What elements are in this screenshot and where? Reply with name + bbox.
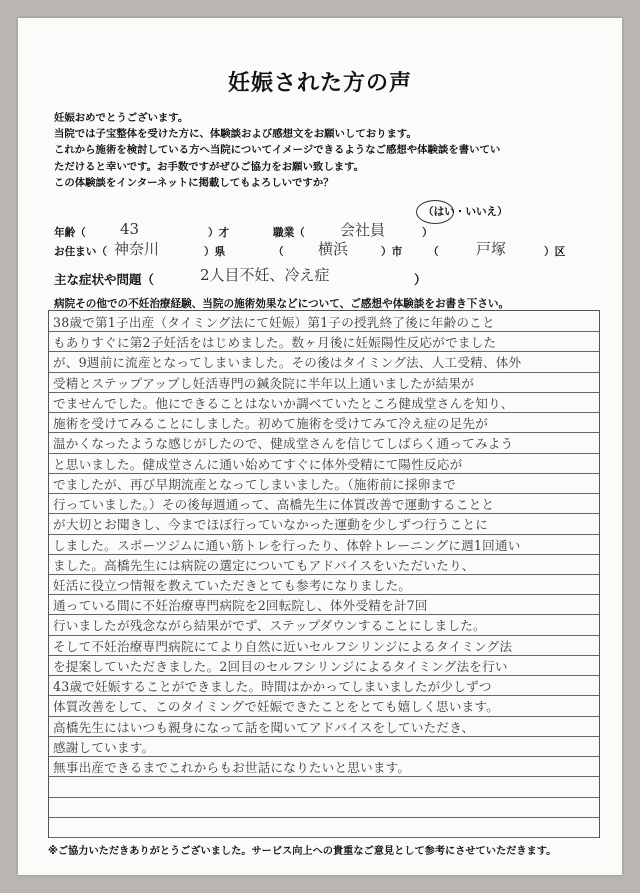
testimonial-line-text: と思いました。健成堂さんに通い始めてすぐに体外受精にて陽性反応が (53, 456, 463, 472)
testimonial-form-sheet (18, 18, 622, 875)
testimonial-line-text: 妊活に役立つ情報を教えていただきとても参考になりました。 (53, 578, 412, 593)
testimonial-line-text: もありすぐに第2子妊活をはじめました。数ヶ月後に妊娠陽性反応がでました (53, 335, 497, 351)
testimonial-line-text: 行いましたが残念ながら結果がでず、ステップダウンすることにしました。 (53, 618, 486, 634)
testimonial-line (49, 473, 599, 494)
city-unit: ）市 (381, 246, 403, 258)
testimonial-line (49, 493, 599, 514)
testimonial-line (49, 716, 599, 737)
testimonial-line (49, 655, 599, 676)
testimonial-line (49, 513, 599, 534)
testimonial-line-text: 温かくなったような感じがしたので、健成堂さんを信じてしばらく通ってみよう (53, 436, 514, 452)
testimonial-line (49, 574, 599, 595)
testimonial-line-text: を提案していただきました。2回目のセルフシリンジによるタイミング法を行い (53, 658, 508, 674)
testimonial-line (49, 412, 599, 433)
testimonial-line (49, 695, 599, 716)
job-value: 会社員 (340, 221, 386, 239)
testimonial-line-text: 高橋先生にはいつも親身になって話を聞いてアドバイスをしていただき、 (53, 719, 475, 735)
testimonial-line-text: ました。高橋先生には病院の選定についてもアドバイスをいただいたり、 (53, 557, 475, 573)
testimonial-line (49, 817, 599, 838)
testimonial-line (49, 534, 599, 555)
intro-line: 妊娠おめでとうございます。 (54, 112, 189, 124)
ward-value: 戸塚 (476, 240, 507, 258)
age-label: 年齢（ (54, 227, 86, 239)
age-value: 43 (120, 220, 140, 238)
intro-line: 当院では子宝整体を受けた方に、体験談および感想文をお願いしております。 (54, 128, 417, 141)
testimonial-lined-area (48, 310, 600, 838)
testimonial-line (49, 736, 599, 757)
testimonial-line (49, 311, 599, 332)
ward-open: （ (428, 246, 439, 258)
testimonial-line-text: でませんでした。他にできることはないか調べていたところ健成堂さんを知り、 (53, 395, 514, 411)
testimonial-line-text: 通っている間に不妊治療専門病院を2回転院し、体外受精を計7回 (53, 598, 428, 614)
testimonial-line (49, 614, 599, 635)
request-text: 病院その他での不妊治療経験、当院の施術効果などについて、ご感想や体験談をお書き下さい。 (54, 298, 510, 310)
ward-unit: ）区 (544, 246, 566, 258)
prefecture-value: 神奈川 (114, 240, 160, 258)
testimonial-line (49, 453, 599, 474)
consent-answer: （はい・いいえ） (423, 206, 508, 218)
testimonial-line (49, 797, 599, 818)
testimonial-line-text: 施術を受けてみることにしました。初めて施術を受けてみて冷え症の足先が (53, 416, 488, 432)
symptoms-end: ） (414, 272, 427, 287)
symptoms-label: 主な症状や問題（ (54, 272, 155, 287)
intro-line: これから施術を検討している方へ当院についてイメージできるようなご感想や体験談を書いてい (54, 144, 501, 157)
address-label: お住まい（ (54, 246, 107, 258)
testimonial-line (49, 756, 599, 777)
testimonial-line (49, 351, 599, 372)
intro-line: ただけると幸いです。お手数ですがぜひご協力をお願い致します。 (54, 160, 365, 173)
testimonial-line-text: が、9週前に流産となってしまいました。その後はタイミング法、人工受精、体外 (53, 355, 522, 371)
testimonial-line-text: 受精とステップアップし妊活専門の鍼灸院に半年以上通いましたが結果が (53, 375, 475, 391)
testimonial-line (49, 554, 599, 575)
testimonial-line (49, 776, 599, 797)
testimonial-line-text: 体質改善をして、このタイミングで妊娠できたことをとても嬉しく思います。 (53, 699, 500, 715)
testimonial-line (49, 331, 599, 352)
footer-note: ※ご協力いただきありがとうございました。サービス向上への貴重なご意見として参考にさせていただきます。 (48, 846, 557, 857)
testimonial-line (49, 635, 599, 656)
intro-text (54, 110, 614, 191)
age-unit: ）才 (208, 227, 230, 239)
testimonial-line (49, 675, 599, 696)
job-label: 職業（ (273, 227, 305, 239)
prefecture-unit: ）県 (204, 246, 226, 258)
testimonial-line-text: でましたが、再び早期流産となってしまいました。（施術前に採卵まで (53, 476, 457, 492)
testimonial-line (49, 392, 599, 413)
form-title: 妊娠された方の声 (227, 71, 412, 96)
testimonial-line-text: 38歳で第1子出産（タイミング法にて妊娠）第1子の授乳終了後に年齢のこと (53, 315, 495, 330)
symptoms-value: 2人目不妊、冷え症 (200, 266, 330, 284)
job-end: ） (422, 227, 433, 239)
testimonial-line-text: 行っていました。）その後毎週通って、高橋先生に体質改善で運動することと (53, 497, 495, 513)
testimonial-line (49, 594, 599, 615)
intro-line: この体験談をインターネットに掲載してもよろしいですか？ (54, 176, 334, 189)
testimonial-line (49, 432, 599, 453)
city-value: 横浜 (318, 240, 349, 258)
testimonial-line (49, 372, 599, 393)
testimonial-line-text: そして不妊治療専門病院にてより自然に近いセルフシリンジによるタイミング法 (53, 638, 513, 654)
testimonial-line-text: 感謝しています。 (53, 739, 155, 755)
testimonial-line-text: 無事出産できるまでこれからもお世話になりたいと思います。 (53, 760, 411, 776)
city-open: （ (273, 246, 284, 258)
testimonial-line-text: が大切とお聞きし、今までほぼ行っていなかった運動を少しずつ行うことに (53, 517, 488, 533)
testimonial-line-text: しました。スポーツジムに通い筋トレを行ったり、体幹トレーニングに週1回通い (53, 537, 521, 553)
testimonial-line-text: 43歳で妊娠することができました。時間はかかってしまいましたが少しずつ (53, 679, 492, 695)
